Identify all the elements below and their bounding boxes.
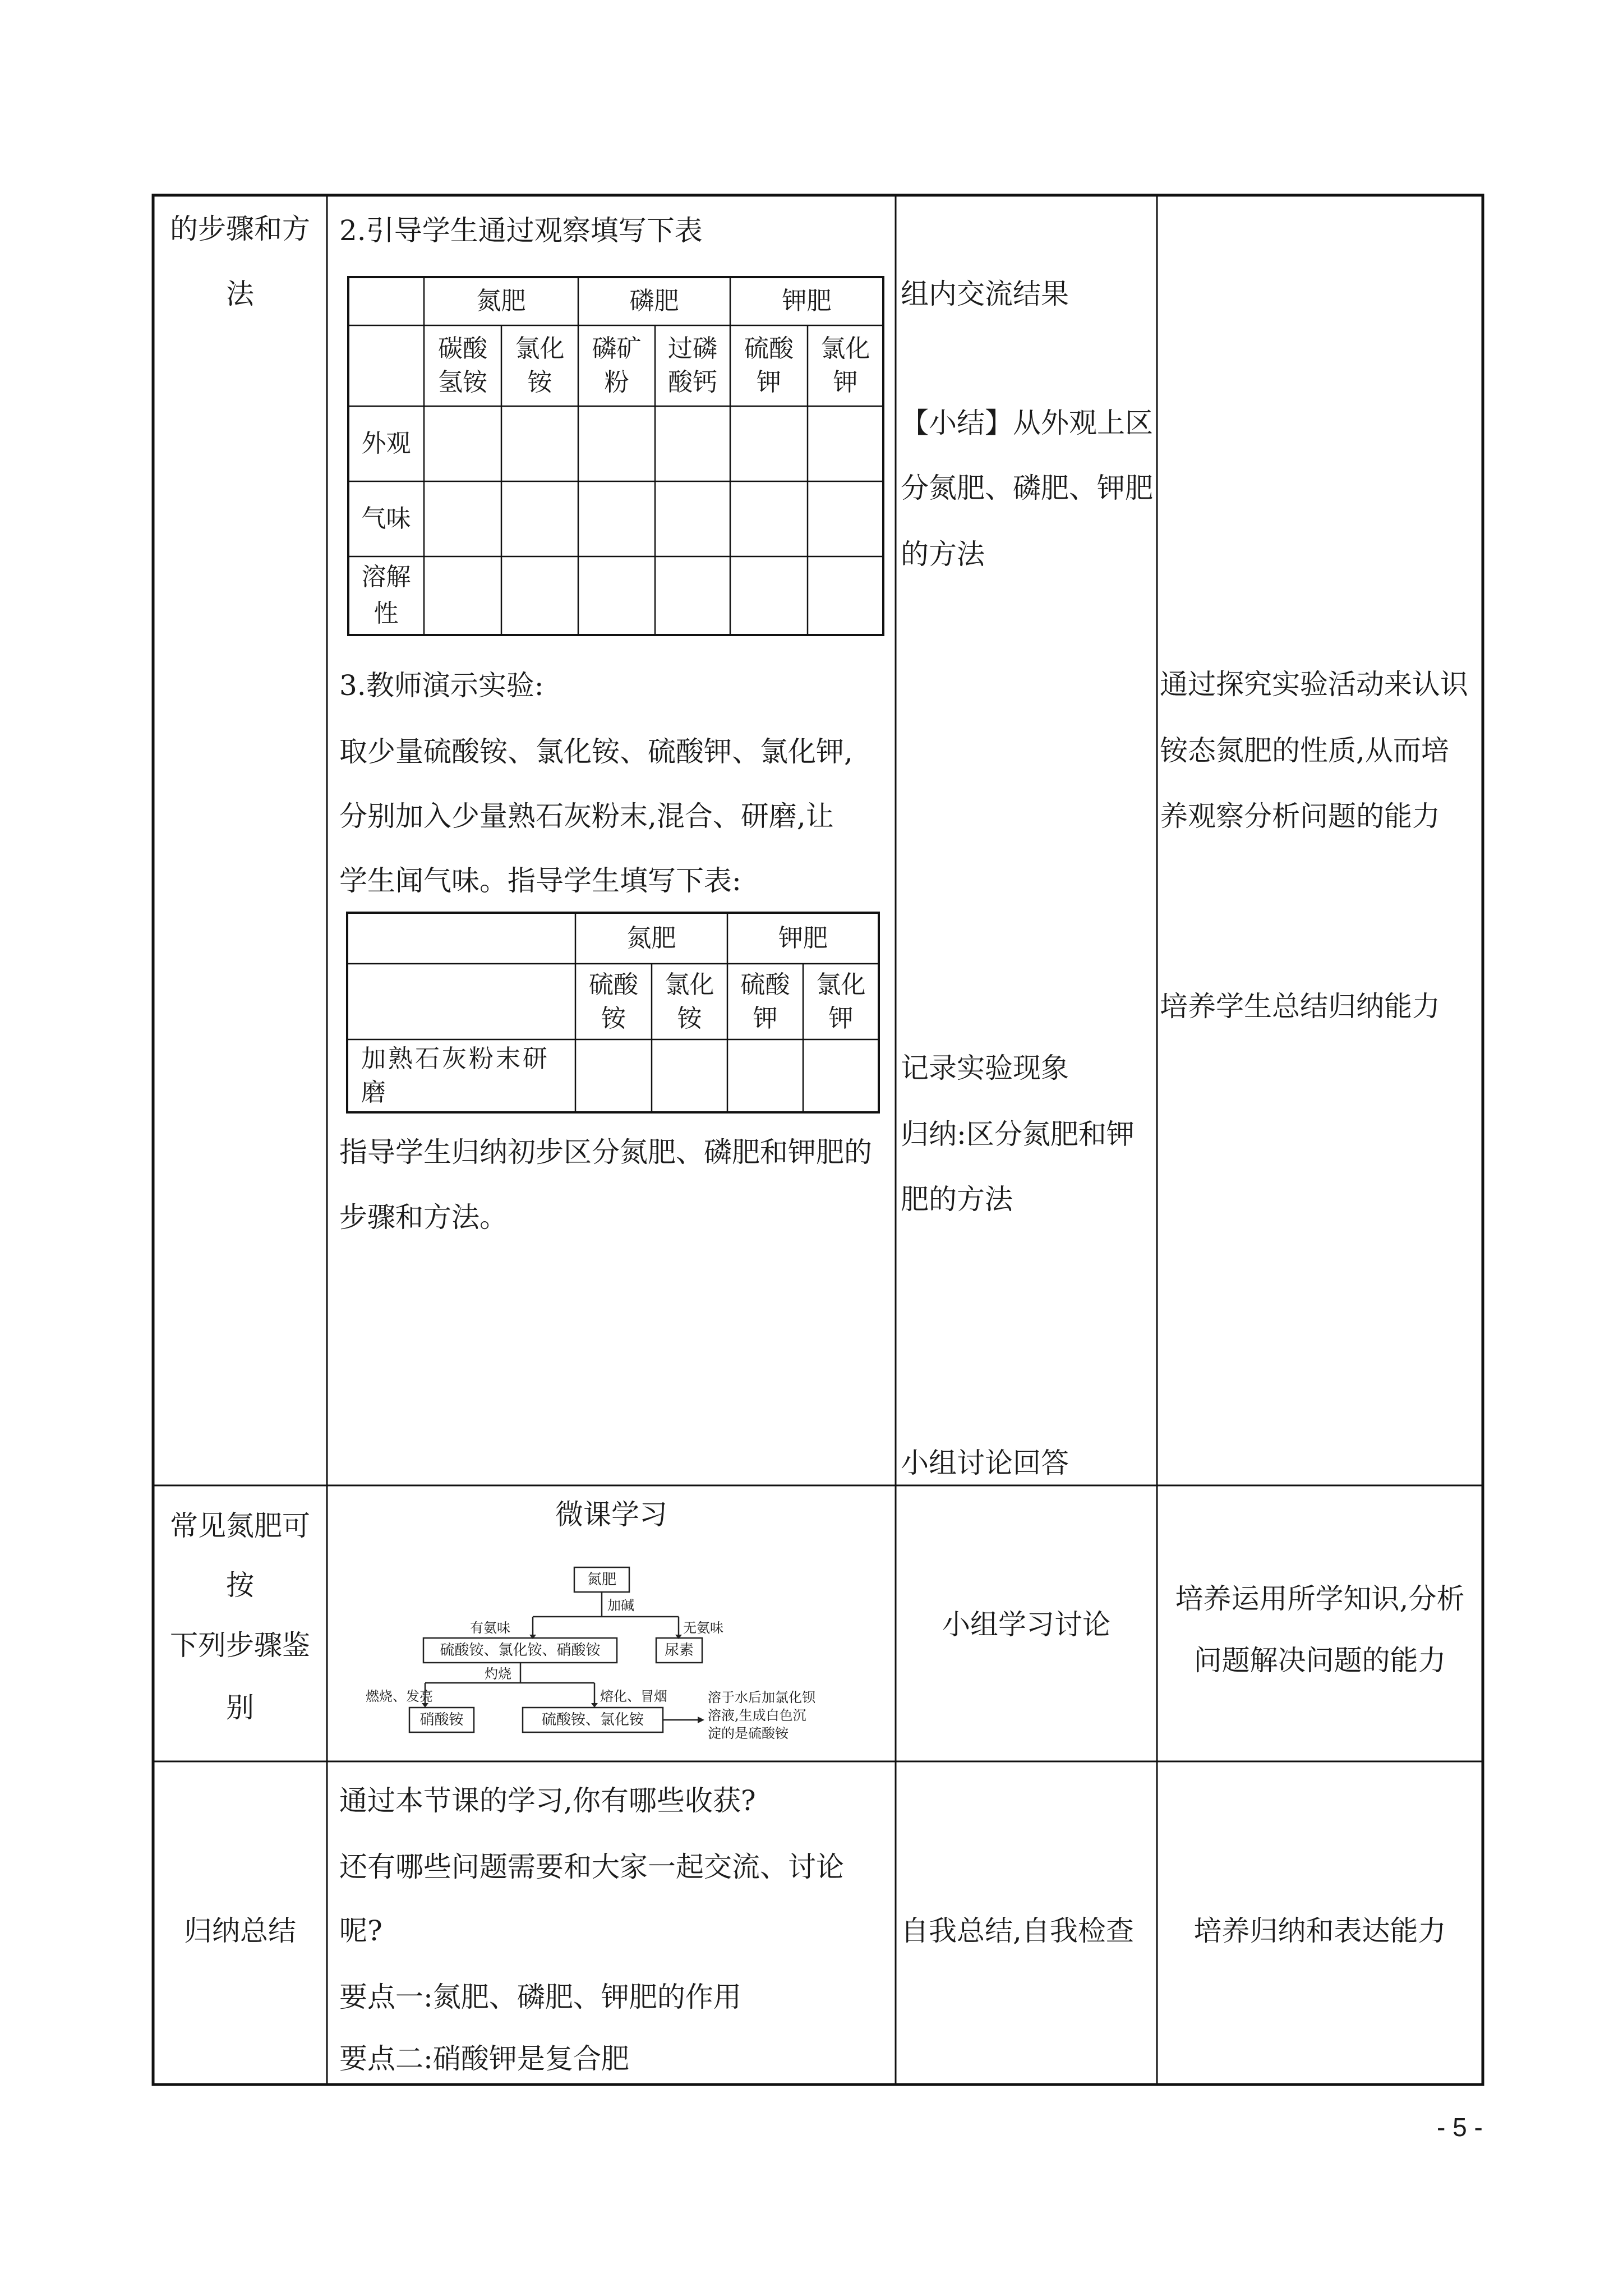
micro-lesson-title: 微课学习 bbox=[555, 1498, 667, 1531]
flow-ammonium-nitrate: 硝酸铵 bbox=[419, 1711, 464, 1728]
flow-urea: 尿素 bbox=[664, 1642, 694, 1659]
xiaojie-line: 分氮肥、磷肥、钾肥 bbox=[901, 472, 1153, 504]
row2-activity: 小组学习讨论 bbox=[942, 1608, 1110, 1641]
purpose-line: 通过探究实验活动来认识 bbox=[1160, 668, 1468, 701]
table1-item: 钾 bbox=[833, 368, 858, 397]
purpose-summary: 培养学生总结归纳能力 bbox=[1160, 990, 1440, 1023]
summary-instruction: 指导学生归纳初步区分氮肥、磷肥和钾肥的 bbox=[339, 1136, 872, 1168]
summary-instruction: 步骤和方法。 bbox=[339, 1201, 508, 1234]
instruction-3-line: 学生闻气味。指导学生填写下表: bbox=[339, 864, 741, 897]
instruction-2: 2.引导学生通过观察填写下表 bbox=[339, 214, 703, 247]
row1-step-label-line2: 法 bbox=[226, 278, 254, 310]
purpose-line: 铵态氮肥的性质,从而培 bbox=[1160, 734, 1449, 767]
table2-item: 硫酸 bbox=[740, 970, 790, 999]
table1-group-potash: 钾肥 bbox=[782, 287, 832, 315]
guina-line: 归纳:区分氮肥和钾 bbox=[901, 1118, 1135, 1151]
table1-group-nitrogen: 氮肥 bbox=[476, 287, 526, 315]
row2-purpose-line: 培养运用所学知识,分析 bbox=[1175, 1582, 1465, 1615]
table2-item: 氯化 bbox=[816, 970, 866, 999]
table1-item: 氢铵 bbox=[438, 368, 487, 397]
table2-item: 铵 bbox=[601, 1004, 626, 1033]
xiaojie-line: 【小结】从外观上区 bbox=[901, 407, 1153, 439]
row3-key-point-2: 要点二:硝酸钾是复合肥 bbox=[339, 2042, 629, 2075]
table1-item: 过磷 bbox=[668, 334, 717, 363]
table1-item: 硫酸 bbox=[744, 334, 794, 363]
row3-activity: 自我总结,自我检查 bbox=[901, 1915, 1134, 1947]
table1-item: 粉 bbox=[604, 368, 629, 397]
row1-step-label-line1: 的步骤和方 bbox=[170, 213, 310, 245]
table1-item: 磷矿 bbox=[592, 334, 642, 363]
flow-no-smell: 无氨味 bbox=[683, 1620, 723, 1636]
flow-result-line: 淀的是硫酸铵 bbox=[708, 1726, 789, 1741]
table1-item: 酸钙 bbox=[668, 368, 717, 397]
flow-burn-left: 燃烧、发亮 bbox=[366, 1688, 433, 1704]
table1-item: 铵 bbox=[527, 368, 552, 397]
table2-item: 硫酸 bbox=[589, 970, 638, 999]
table1-row-smell: 气味 bbox=[361, 504, 411, 533]
table2-item: 钾 bbox=[753, 1004, 778, 1033]
table2-item: 钾 bbox=[828, 1004, 854, 1033]
record-phenomenon: 记录实验现象 bbox=[901, 1052, 1069, 1084]
table1-item: 碳酸 bbox=[438, 334, 487, 363]
flow-burn-right: 熔化、冒烟 bbox=[600, 1688, 667, 1704]
table1-row-appearance: 外观 bbox=[361, 429, 411, 458]
group-discussion-answer: 小组讨论回答 bbox=[901, 1447, 1069, 1479]
flow-sulfate-chloride: 硫酸铵、氯化铵 bbox=[541, 1711, 644, 1728]
row3-key-point-1: 要点一:氮肥、磷肥、钾肥的作用 bbox=[339, 1981, 741, 2013]
table1-row-solubility: 性 bbox=[374, 599, 399, 628]
table1-item: 氯化 bbox=[515, 334, 565, 363]
instruction-3-line: 分别加入少量熟石灰粉末,混合、研磨,让 bbox=[339, 800, 834, 832]
table2-row-label: 加熟石灰粉末研 bbox=[361, 1045, 550, 1073]
table1-item: 氯化 bbox=[820, 334, 870, 363]
flow-has-smell: 有氨味 bbox=[470, 1620, 510, 1636]
table2-item: 氯化 bbox=[665, 970, 714, 999]
table1-row-solubility: 溶解 bbox=[361, 563, 411, 591]
flow-ammonium-group: 硫酸铵、氯化铵、硝酸铵 bbox=[440, 1642, 601, 1659]
table2-row-label: 磨 bbox=[361, 1078, 386, 1107]
group-exchange: 组内交流结果 bbox=[901, 278, 1069, 310]
page-number: - 5 - bbox=[1437, 2113, 1483, 2142]
row2-label-line: 下列步骤鉴 bbox=[170, 1629, 310, 1662]
table1-item: 钾 bbox=[757, 368, 781, 397]
table2-group-nitrogen: 氮肥 bbox=[626, 924, 676, 953]
instruction-3-title: 3.教师演示实验: bbox=[339, 669, 544, 702]
row2-label-line: 常见氮肥可 bbox=[170, 1510, 310, 1542]
row3-line: 还有哪些问题需要和大家一起交流、讨论 bbox=[339, 1851, 844, 1883]
flow-root: 氮肥 bbox=[587, 1571, 616, 1588]
flow-burn: 灼烧 bbox=[485, 1666, 511, 1682]
row3-label: 归纳总结 bbox=[184, 1915, 296, 1947]
row2-purpose-line: 问题解决问题的能力 bbox=[1193, 1644, 1446, 1677]
table1-group-phosphate: 磷肥 bbox=[629, 287, 679, 315]
flow-result-line: 溶液,生成白色沉 bbox=[708, 1708, 806, 1723]
row3-line: 呢? bbox=[339, 1915, 382, 1947]
row3-purpose: 培养归纳和表达能力 bbox=[1193, 1915, 1446, 1947]
instruction-3-line: 取少量硫酸铵、氯化铵、硫酸钾、氯化钾, bbox=[339, 735, 853, 768]
row2-label-line: 按 bbox=[226, 1569, 254, 1602]
guina-line: 肥的方法 bbox=[901, 1183, 1013, 1216]
purpose-line: 养观察分析问题的能力 bbox=[1160, 800, 1440, 832]
table2-item: 铵 bbox=[677, 1004, 702, 1033]
row3-line: 通过本节课的学习,你有哪些收获? bbox=[339, 1784, 756, 1817]
xiaojie-line: 的方法 bbox=[901, 538, 985, 570]
table2-group-potash: 钾肥 bbox=[778, 924, 828, 953]
flow-add-base: 加碱 bbox=[607, 1598, 634, 1613]
flow-result-line: 溶于水后加氯化钡 bbox=[708, 1690, 815, 1705]
row2-label-line: 别 bbox=[226, 1691, 254, 1724]
